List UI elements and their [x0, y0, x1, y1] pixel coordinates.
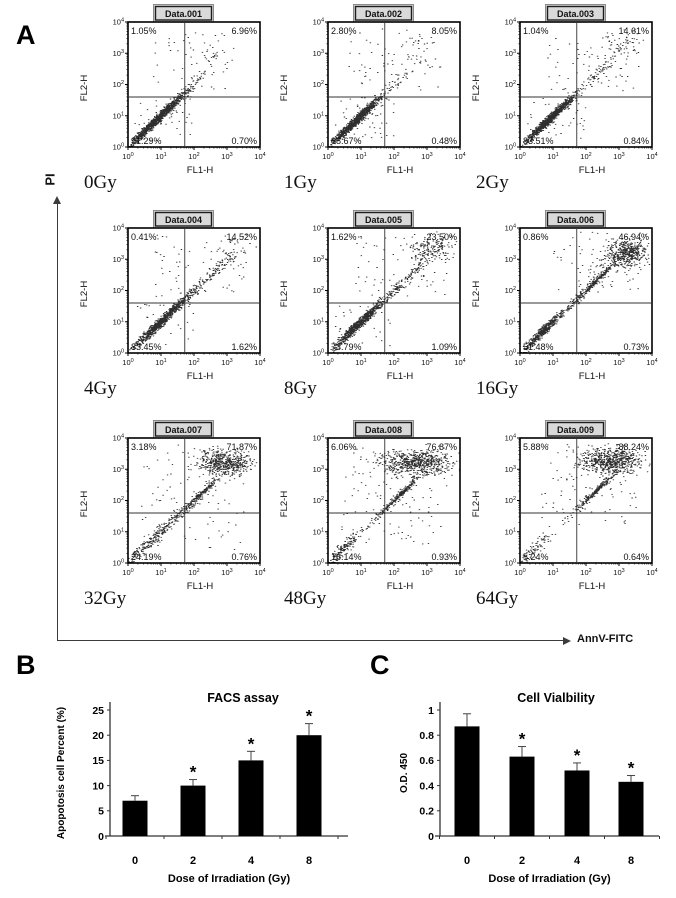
- y-tick-label: $10^0$: [312, 142, 324, 152]
- quadrant-percent-upper-left: 2.80%: [331, 26, 357, 36]
- annv-axis-line: [57, 640, 565, 641]
- bar: [510, 757, 535, 836]
- y-tick-label: $10^0$: [504, 348, 516, 358]
- panel-c-label: C: [370, 650, 390, 680]
- y-tick-label: $10^3$: [112, 464, 124, 474]
- quadrant-percent-lower-right: 0.64%: [623, 552, 649, 562]
- x-tick-label: $10^3$: [421, 568, 433, 577]
- y-tick-label: $10^3$: [112, 48, 124, 58]
- y-tick-label: $10^3$: [504, 254, 516, 264]
- x-axis-title: Dose of Irradiation (Gy): [167, 873, 291, 885]
- y-tick-label: $10^0$: [112, 142, 124, 152]
- databox-label: Data.001: [164, 8, 203, 19]
- quadrant-percent-upper-left: 5.88%: [523, 442, 549, 452]
- x-tick-label: $10^1$: [155, 152, 167, 161]
- y-tick-label: $10^4$: [112, 17, 124, 27]
- quadrant-percent-lower-left: 73.79%: [331, 342, 362, 352]
- quadrant-percent-upper-right: 8.05%: [431, 26, 457, 36]
- x-tick-label: $10^0$: [322, 152, 334, 161]
- dose-label: 1Gy: [284, 172, 317, 193]
- y-tick-label: $10^2$: [112, 286, 124, 295]
- quadrant-percent-upper-left: 6.06%: [331, 442, 357, 452]
- quadrant-percent-lower-left: 91.29%: [131, 136, 162, 146]
- x-tick-label: $10^2$: [580, 358, 592, 367]
- significance-asterisk: *: [573, 745, 581, 765]
- y-tick-label: 10: [92, 780, 104, 793]
- subplot-y-axis-label: FL2-H: [279, 74, 290, 102]
- facs-plot-svg: [72, 2, 272, 176]
- subplot-x-axis-label: FL1-H: [578, 371, 606, 382]
- panel-a-label: A: [16, 20, 36, 50]
- subplot-y-axis-label: FL2-H: [471, 280, 482, 308]
- x-tick-label: 8: [305, 855, 313, 867]
- x-tick-label: $10^0$: [514, 358, 526, 367]
- subplot-y-axis-label: FL2-H: [79, 280, 90, 308]
- quadrant-percent-upper-left: 1.62%: [331, 232, 357, 242]
- x-tick-label: $10^1$: [155, 358, 167, 367]
- facs-panel-data-008: [272, 418, 472, 618]
- y-axis-title: O.D. 450: [399, 752, 410, 794]
- subplot-x-axis-label: FL1-H: [186, 581, 214, 592]
- x-tick-label: $10^1$: [355, 152, 367, 161]
- significance-asterisk: *: [518, 729, 526, 749]
- x-tick-label: $10^1$: [355, 358, 367, 367]
- y-tick-label: $10^2$: [504, 80, 516, 89]
- y-tick-label: $10^3$: [112, 254, 124, 264]
- y-tick-label: $10^0$: [504, 142, 516, 152]
- subplot-x-axis-label: FL1-H: [386, 371, 414, 382]
- y-tick-label: $10^1$: [504, 317, 516, 327]
- dose-label: 48Gy: [284, 588, 327, 609]
- y-tick-label: 0.6: [419, 755, 434, 768]
- x-tick-label: 2: [189, 855, 197, 867]
- y-tick-label: $10^1$: [112, 317, 124, 327]
- pi-axis-line: [57, 204, 58, 641]
- subplot-y-axis-label: FL2-H: [279, 280, 290, 308]
- facs-panel-data-005: [272, 208, 472, 408]
- facs-plot-svg: [464, 208, 664, 382]
- facs-panel-data-002: [272, 2, 472, 202]
- x-tick-label: 0: [131, 855, 139, 867]
- dose-label: 2Gy: [476, 172, 509, 193]
- chart-title: FACS assay: [207, 691, 279, 705]
- x-tick-label: 4: [247, 855, 255, 867]
- y-axis-title: Apopotosis cell Percent (%): [56, 706, 67, 840]
- y-tick-label: 15: [92, 755, 104, 768]
- dose-label: 8Gy: [284, 378, 317, 399]
- y-tick-label: 0.2: [419, 805, 434, 818]
- bar: [239, 760, 264, 836]
- x-tick-label: $10^0$: [514, 568, 526, 577]
- facs-plot-svg: [272, 2, 472, 176]
- y-tick-label: $10^1$: [112, 111, 124, 121]
- facs-panel-data-004: [72, 208, 272, 408]
- subplot-x-axis-label: FL1-H: [186, 371, 214, 382]
- quadrant-percent-lower-right: 0.48%: [431, 136, 457, 146]
- bar: [123, 801, 148, 836]
- significance-asterisk: *: [627, 758, 635, 778]
- y-tick-label: 5: [98, 805, 104, 818]
- quadrant-percent-lower-left: 88.67%: [331, 136, 362, 146]
- y-tick-label: $10^3$: [504, 48, 516, 58]
- y-tick-label: $10^2$: [112, 80, 124, 89]
- quadrant-percent-lower-left: 16.14%: [331, 552, 362, 562]
- x-tick-label: $10^0$: [322, 568, 334, 577]
- subplot-y-axis-label: FL2-H: [471, 490, 482, 518]
- x-tick-label: $10^1$: [547, 568, 559, 577]
- dose-label: 0Gy: [84, 172, 117, 193]
- quadrant-percent-lower-left: 5.24%: [523, 552, 549, 562]
- x-tick-label: $10^3$: [613, 568, 625, 577]
- y-tick-label: $10^3$: [312, 464, 324, 474]
- quadrant-percent-lower-left: 83.45%: [131, 342, 162, 352]
- x-tick-label: $10^2$: [388, 152, 400, 161]
- y-tick-label: $10^0$: [112, 348, 124, 358]
- bar: [619, 782, 644, 836]
- y-tick-label: 1: [428, 704, 434, 717]
- x-axis-title: Dose of Irradiation (Gy): [488, 873, 611, 885]
- y-tick-label: $10^4$: [312, 17, 324, 27]
- facs-assay-bar-chart: [48, 686, 383, 893]
- x-tick-label: 0: [463, 855, 471, 867]
- databox-label: Data.006: [556, 214, 595, 225]
- quadrant-percent-upper-left: 0.86%: [523, 232, 549, 242]
- dose-label: 16Gy: [476, 378, 519, 399]
- y-tick-label: $10^3$: [312, 254, 324, 264]
- annv-axis-arrowhead-icon: [563, 637, 571, 645]
- bar: [565, 770, 590, 836]
- quadrant-percent-lower-left: 51.48%: [523, 342, 554, 352]
- databox-label: Data.008: [364, 424, 403, 435]
- y-tick-label: 0.8: [419, 730, 434, 742]
- x-tick-label: $10^3$: [221, 358, 233, 367]
- y-tick-label: $10^2$: [312, 80, 324, 89]
- pi-axis-arrowhead-icon: [53, 196, 61, 204]
- subplot-x-axis-label: FL1-H: [386, 165, 414, 176]
- x-tick-label: $10^3$: [221, 152, 233, 161]
- x-tick-label: $10^4$: [454, 568, 466, 577]
- y-tick-label: 0: [98, 830, 104, 843]
- x-tick-label: $10^1$: [547, 358, 559, 367]
- subplot-y-axis-label: FL2-H: [471, 74, 482, 102]
- subplot-y-axis-label: FL2-H: [79, 74, 90, 102]
- x-tick-label: $10^2$: [388, 358, 400, 367]
- quadrant-percent-upper-left: 3.18%: [131, 442, 157, 452]
- quadrant-percent-upper-left: 1.04%: [523, 26, 549, 36]
- subplot-x-axis-label: FL1-H: [186, 165, 214, 176]
- y-tick-label: $10^2$: [504, 496, 516, 505]
- y-tick-label: 0: [428, 830, 434, 843]
- quadrant-percent-upper-right: 71.87%: [226, 442, 257, 452]
- facs-panel-data-001: [72, 2, 272, 202]
- facs-panel-data-006: [464, 208, 664, 408]
- facs-plot-svg: [72, 208, 272, 382]
- x-tick-label: $10^4$: [646, 152, 658, 161]
- x-tick-label: $10^3$: [613, 358, 625, 367]
- bar: [297, 735, 322, 836]
- x-tick-label: $10^0$: [514, 152, 526, 161]
- subplot-y-axis-label: FL2-H: [279, 490, 290, 518]
- y-tick-label: $10^1$: [312, 317, 324, 327]
- quadrant-percent-lower-right: 1.09%: [431, 342, 457, 352]
- x-tick-label: $10^0$: [322, 358, 334, 367]
- significance-asterisk: *: [247, 734, 255, 754]
- chart-title: Cell Vialbility: [517, 691, 595, 705]
- y-tick-label: $10^1$: [504, 527, 516, 537]
- bar: [181, 786, 206, 836]
- y-tick-label: $10^0$: [504, 558, 516, 568]
- x-tick-label: $10^4$: [254, 152, 266, 161]
- x-tick-label: 2: [518, 855, 526, 867]
- quadrant-percent-upper-right: 6.96%: [231, 26, 257, 36]
- y-tick-label: 25: [92, 704, 104, 717]
- y-tick-label: $10^4$: [504, 223, 516, 233]
- x-tick-label: 4: [573, 855, 581, 867]
- quadrant-percent-upper-right: 76.87%: [426, 442, 457, 452]
- dose-label: 64Gy: [476, 588, 519, 609]
- quadrant-percent-lower-left: 24.19%: [131, 552, 162, 562]
- y-tick-label: $10^2$: [504, 286, 516, 295]
- y-tick-label: $10^1$: [312, 111, 324, 121]
- quadrant-percent-upper-left: 1.05%: [131, 26, 157, 36]
- databox-label: Data.005: [364, 214, 403, 225]
- databox-label: Data.009: [556, 424, 595, 435]
- y-tick-label: $10^2$: [112, 496, 124, 505]
- x-tick-label: $10^1$: [155, 568, 167, 577]
- y-tick-label: $10^2$: [312, 286, 324, 295]
- subplot-x-axis-label: FL1-H: [578, 165, 606, 176]
- x-tick-label: $10^2$: [580, 152, 592, 161]
- databox-label: Data.003: [556, 8, 595, 19]
- y-tick-label: $10^4$: [112, 433, 124, 443]
- dose-label: 4Gy: [84, 378, 117, 399]
- subplot-x-axis-label: FL1-H: [578, 581, 606, 592]
- panel-b-label: B: [16, 650, 36, 680]
- significance-asterisk: *: [305, 706, 313, 726]
- quadrant-percent-lower-right: 0.70%: [231, 136, 257, 146]
- x-tick-label: $10^1$: [355, 568, 367, 577]
- pi-axis-label: PI: [42, 173, 58, 186]
- x-tick-label: $10^2$: [188, 568, 200, 577]
- quadrant-percent-upper-right: 14.61%: [618, 26, 649, 36]
- facs-plot-svg: [272, 208, 472, 382]
- y-tick-label: $10^0$: [312, 348, 324, 358]
- x-tick-label: $10^4$: [454, 152, 466, 161]
- subplot-x-axis-label: FL1-H: [386, 581, 414, 592]
- y-tick-label: $10^4$: [504, 433, 516, 443]
- y-tick-label: $10^4$: [112, 223, 124, 233]
- x-tick-label: $10^3$: [613, 152, 625, 161]
- facs-panel-data-003: [464, 2, 664, 202]
- x-tick-label: $10^2$: [388, 568, 400, 577]
- x-tick-label: $10^2$: [580, 568, 592, 577]
- y-tick-label: $10^2$: [312, 496, 324, 505]
- y-tick-label: $10^0$: [112, 558, 124, 568]
- x-tick-label: $10^0$: [122, 568, 134, 577]
- x-tick-label: $10^4$: [454, 358, 466, 367]
- y-tick-label: $10^0$: [312, 558, 324, 568]
- bar: [455, 726, 480, 836]
- databox-label: Data.004: [164, 214, 203, 225]
- quadrant-percent-upper-right: 88.24%: [618, 442, 649, 452]
- significance-asterisk: *: [189, 762, 197, 782]
- y-tick-label: $10^1$: [112, 527, 124, 537]
- x-tick-label: $10^0$: [122, 152, 134, 161]
- quadrant-percent-upper-left: 0.41%: [131, 232, 157, 242]
- facs-plot-svg: [272, 418, 472, 592]
- x-tick-label: $10^4$: [254, 568, 266, 577]
- y-tick-label: $10^4$: [312, 433, 324, 443]
- x-tick-label: $10^4$: [254, 358, 266, 367]
- dose-label: 32Gy: [84, 588, 127, 609]
- x-tick-label: $10^4$: [646, 568, 658, 577]
- subplot-y-axis-label: FL2-H: [79, 490, 90, 518]
- y-tick-label: $10^1$: [312, 527, 324, 537]
- x-tick-label: $10^3$: [421, 152, 433, 161]
- y-tick-label: $10^4$: [504, 17, 516, 27]
- quadrant-percent-upper-right: 46.94%: [618, 232, 649, 242]
- annv-fitc-axis-label: AnnV-FITC: [577, 633, 634, 645]
- x-tick-label: $10^0$: [122, 358, 134, 367]
- quadrant-percent-lower-right: 0.76%: [231, 552, 257, 562]
- y-tick-label: $10^3$: [504, 464, 516, 474]
- y-tick-label: 0.4: [419, 780, 434, 793]
- x-tick-label: $10^2$: [188, 152, 200, 161]
- x-tick-label: $10^3$: [221, 568, 233, 577]
- y-tick-label: $10^4$: [312, 223, 324, 233]
- x-tick-label: $10^1$: [547, 152, 559, 161]
- facs-plot-svg: [464, 418, 664, 592]
- databox-label: Data.007: [164, 424, 203, 435]
- facs-panel-data-007: [72, 418, 272, 618]
- x-tick-label: $10^4$: [646, 358, 658, 367]
- quadrant-percent-upper-right: 14.52%: [226, 232, 257, 242]
- x-tick-label: $10^2$: [188, 358, 200, 367]
- databox-label: Data.002: [364, 8, 403, 19]
- quadrant-percent-lower-right: 0.73%: [623, 342, 649, 352]
- cell-viability-bar-chart: [393, 686, 676, 893]
- quadrant-percent-lower-right: 0.93%: [431, 552, 457, 562]
- y-tick-label: $10^1$: [504, 111, 516, 121]
- facs-plot-svg: [464, 2, 664, 176]
- x-tick-label: 8: [627, 855, 635, 867]
- quadrant-percent-lower-right: 0.84%: [623, 136, 649, 146]
- quadrant-percent-lower-left: 83.51%: [523, 136, 554, 146]
- facs-panel-data-009: [464, 418, 664, 618]
- facs-plot-svg: [72, 418, 272, 592]
- quadrant-percent-upper-right: 23.50%: [426, 232, 457, 242]
- y-tick-label: 20: [92, 730, 104, 742]
- quadrant-percent-lower-right: 1.62%: [231, 342, 257, 352]
- x-tick-label: $10^3$: [421, 358, 433, 367]
- y-tick-label: $10^3$: [312, 48, 324, 58]
